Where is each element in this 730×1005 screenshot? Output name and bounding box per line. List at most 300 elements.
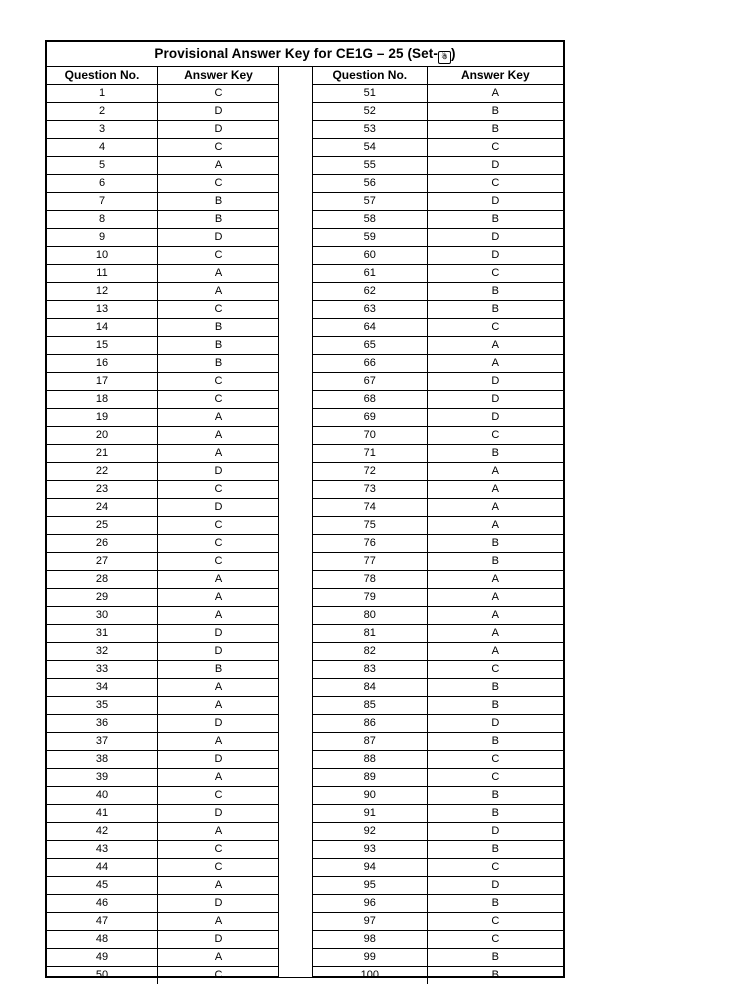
table-row <box>47 715 279 733</box>
table-row <box>313 841 563 859</box>
table-row <box>313 787 563 805</box>
question-number-cell: 5 <box>47 157 158 175</box>
table-row <box>313 175 563 193</box>
table-row <box>313 499 563 517</box>
answer-key-cell: C <box>214 87 223 99</box>
answer-key-cell: B <box>427 787 563 805</box>
table-row <box>313 139 563 157</box>
table-row <box>47 85 279 103</box>
table-row <box>313 463 563 481</box>
answer-key-cell: A <box>427 607 563 625</box>
title-text: Provisional Answer Key for CE1G – 25 (Set- <box>154 46 438 61</box>
table-row <box>313 535 563 553</box>
table-row <box>47 517 279 535</box>
answer-key-cell: C <box>427 139 563 157</box>
answer-key-cell: B <box>427 805 563 823</box>
answer-key-cell: D <box>427 409 563 427</box>
question-number-cell: 18 <box>47 391 158 409</box>
answer-key-cell: B <box>427 733 563 751</box>
question-number-cell: 74 <box>313 499 427 517</box>
answer-key-cell: D <box>427 229 563 247</box>
answer-key-cell: C <box>427 751 563 769</box>
question-number-cell: 50 <box>47 967 158 985</box>
table-row <box>47 733 279 751</box>
question-number-cell: 94 <box>313 859 427 877</box>
table-row <box>47 553 279 571</box>
table-row <box>47 427 279 445</box>
answer-key-cell: B <box>427 283 563 301</box>
table-row <box>47 445 279 463</box>
question-number-cell: 89 <box>313 769 427 787</box>
question-number-cell: 12 <box>47 283 158 301</box>
question-number-cell: 3 <box>47 121 158 139</box>
table-row <box>313 661 563 679</box>
question-number-cell: 15 <box>47 337 158 355</box>
answer-key-cell: A <box>158 949 280 967</box>
question-number-cell: 32 <box>47 643 158 661</box>
table-row <box>47 697 279 715</box>
answer-key-cell: A <box>427 481 563 499</box>
table-row <box>313 481 563 499</box>
answer-key-cell: A <box>491 87 499 99</box>
answer-key-cell: B <box>158 661 280 679</box>
table-row <box>47 301 279 319</box>
table-row <box>47 535 279 553</box>
question-number-cell: 21 <box>47 445 158 463</box>
table-row <box>313 121 563 139</box>
table-row <box>47 895 279 913</box>
question-number-cell: 29 <box>47 589 158 607</box>
title-suffix: ) <box>450 46 456 61</box>
question-number-cell: 44 <box>47 859 158 877</box>
question-number-cell: 95 <box>313 877 427 895</box>
question-number-cell: 48 <box>47 931 158 949</box>
answer-key-cell: C <box>427 661 563 679</box>
question-number-cell: 67 <box>313 373 427 391</box>
answer-key-cell: B <box>158 211 280 229</box>
answer-key-cell: D <box>158 229 280 247</box>
question-number-cell: 39 <box>47 769 158 787</box>
table-row <box>47 679 279 697</box>
table-row <box>47 643 279 661</box>
answer-key-cell: B <box>427 679 563 697</box>
question-number-cell: 51 <box>313 85 427 103</box>
answer-key-cell: B <box>427 841 563 859</box>
answer-key-cell: A <box>158 409 280 427</box>
question-number-cell: 36 <box>47 715 158 733</box>
table-row <box>313 283 563 301</box>
question-number-cell: 9 <box>47 229 158 247</box>
answer-key-cell: D <box>427 715 563 733</box>
answer-key-cell: D <box>158 499 280 517</box>
answer-key-cell: C <box>158 139 280 157</box>
answer-key-cell: B <box>427 895 563 913</box>
table-row <box>47 103 279 121</box>
answer-key-cell: B <box>427 949 563 967</box>
table-row <box>313 337 563 355</box>
question-number-cell: 34 <box>47 679 158 697</box>
table-row <box>47 931 279 949</box>
answer-key-cell: B <box>427 535 563 553</box>
question-number-cell: 16 <box>47 355 158 373</box>
table-row <box>47 355 279 373</box>
table-row <box>47 391 279 409</box>
question-number-cell: 93 <box>313 841 427 859</box>
answer-key-cell: D <box>158 715 280 733</box>
answer-key-cell: A <box>427 517 563 535</box>
answer-key-cell: C <box>158 859 280 877</box>
answer-key-cell: A <box>158 697 280 715</box>
set-symbol-icon: ☃ <box>438 51 451 64</box>
table-row <box>47 337 279 355</box>
table-row <box>313 643 563 661</box>
question-number-cell: 88 <box>313 751 427 769</box>
question-number-cell: 49 <box>47 949 158 967</box>
answer-key-cell: D <box>158 751 280 769</box>
answer-table-right <box>313 67 563 984</box>
table-row <box>313 805 563 823</box>
table-row <box>313 229 563 247</box>
table-row <box>313 265 563 283</box>
answer-key-cell: B <box>427 211 563 229</box>
table-row <box>313 769 563 787</box>
question-number-cell: 65 <box>313 337 427 355</box>
question-number-cell: 69 <box>313 409 427 427</box>
table-row <box>313 967 563 985</box>
answer-key-cell: D <box>427 823 563 841</box>
table-row <box>313 553 563 571</box>
question-number-cell: 59 <box>313 229 427 247</box>
table-row <box>313 391 563 409</box>
answer-key-cell: A <box>158 769 280 787</box>
column-header-answer: Answer Key <box>158 67 280 85</box>
question-number-cell: 8 <box>47 211 158 229</box>
answer-key-cell: B <box>427 697 563 715</box>
table-row <box>47 607 279 625</box>
question-number-cell: 100 <box>313 967 427 985</box>
question-number-cell: 76 <box>313 535 427 553</box>
answer-key-cell: D <box>158 103 280 121</box>
table-row <box>313 373 563 391</box>
question-number-cell: 97 <box>313 913 427 931</box>
question-number-cell: 11 <box>47 265 158 283</box>
column-gap <box>278 67 313 977</box>
question-number-cell: 35 <box>47 697 158 715</box>
answer-key-cell: D <box>158 463 280 481</box>
answer-key-cell: C <box>427 265 563 283</box>
table-row <box>313 877 563 895</box>
table-row <box>313 103 563 121</box>
question-number-cell: 22 <box>47 463 158 481</box>
question-number-cell: 33 <box>47 661 158 679</box>
question-number-cell: 56 <box>313 175 427 193</box>
table-row <box>47 229 279 247</box>
question-number-cell: 60 <box>313 247 427 265</box>
question-number-cell: 62 <box>313 283 427 301</box>
question-number-cell: 86 <box>313 715 427 733</box>
question-number-cell: 87 <box>313 733 427 751</box>
question-number-cell: 85 <box>313 697 427 715</box>
answer-key-cell: C <box>427 769 563 787</box>
question-number-cell: 45 <box>47 877 158 895</box>
table-row <box>313 679 563 697</box>
answer-table-left <box>47 67 279 984</box>
question-number-cell: 83 <box>313 661 427 679</box>
answer-key-cell: C <box>427 859 563 877</box>
table-row <box>47 211 279 229</box>
answer-key-cell: A <box>427 589 563 607</box>
question-number-cell: 24 <box>47 499 158 517</box>
table-row <box>313 85 563 103</box>
answer-key-cell: A <box>158 157 280 175</box>
table-row <box>313 949 563 967</box>
table-row <box>47 625 279 643</box>
question-number-cell: 96 <box>313 895 427 913</box>
answer-key-cell: B <box>427 553 563 571</box>
answer-key-cell: D <box>158 895 280 913</box>
answer-key-cell: C <box>427 175 563 193</box>
answer-key-cell: A <box>158 571 280 589</box>
question-number-cell: 10 <box>47 247 158 265</box>
table-row <box>47 283 279 301</box>
question-number-cell: 98 <box>313 931 427 949</box>
table-row <box>47 481 279 499</box>
question-number-cell: 7 <box>47 193 158 211</box>
answer-key-cell: C <box>158 373 280 391</box>
answer-key-cell: D <box>427 193 563 211</box>
question-number-cell: 43 <box>47 841 158 859</box>
answer-key-cell: D <box>427 373 563 391</box>
table-row <box>313 859 563 877</box>
question-number-cell: 1 <box>47 85 158 103</box>
page-title <box>47 42 563 67</box>
table-row <box>313 355 563 373</box>
question-number-cell: 40 <box>47 787 158 805</box>
table-row <box>47 409 279 427</box>
table-row <box>313 193 563 211</box>
answer-key-cell: C <box>427 931 563 949</box>
answer-key-cell: C <box>427 913 563 931</box>
table-row <box>47 139 279 157</box>
table-row <box>47 949 279 967</box>
answer-key-cell: A <box>158 445 280 463</box>
question-number-cell: 30 <box>47 607 158 625</box>
question-number-cell: 4 <box>47 139 158 157</box>
question-number-cell: 46 <box>47 895 158 913</box>
answer-key-cell: D <box>158 625 280 643</box>
table-row <box>47 265 279 283</box>
answer-key-cell: A <box>427 355 563 373</box>
table-row <box>313 445 563 463</box>
answer-key-cell: D <box>158 805 280 823</box>
question-number-cell: 13 <box>47 301 158 319</box>
table-row <box>47 571 279 589</box>
table-row <box>47 193 279 211</box>
question-number-cell: 28 <box>47 571 158 589</box>
table-header-row <box>313 67 563 85</box>
table-row <box>313 715 563 733</box>
table-row <box>313 931 563 949</box>
question-number-cell: 72 <box>313 463 427 481</box>
question-number-cell: 66 <box>313 355 427 373</box>
table-row <box>47 175 279 193</box>
question-number-cell: 31 <box>47 625 158 643</box>
table-row <box>47 805 279 823</box>
question-number-cell: 64 <box>313 319 427 337</box>
table-row <box>313 247 563 265</box>
question-number-cell: 77 <box>313 553 427 571</box>
table-row <box>47 247 279 265</box>
table-row <box>313 607 563 625</box>
answer-key-cell: C <box>158 967 280 985</box>
question-number-cell: 78 <box>313 571 427 589</box>
answer-key-cell: C <box>158 535 280 553</box>
table-row <box>47 841 279 859</box>
table-row <box>47 967 279 985</box>
question-number-cell: 54 <box>313 139 427 157</box>
table-row <box>47 913 279 931</box>
question-number-cell: 6 <box>47 175 158 193</box>
table-row <box>313 157 563 175</box>
table-row <box>47 877 279 895</box>
answer-key-cell: C <box>158 787 280 805</box>
question-number-cell: 20 <box>47 427 158 445</box>
table-row <box>47 463 279 481</box>
table-row <box>47 157 279 175</box>
table-row <box>47 787 279 805</box>
table-header-row <box>47 67 279 85</box>
question-number-cell: 71 <box>313 445 427 463</box>
answer-key-cell: A <box>158 877 280 895</box>
question-number-cell: 70 <box>313 427 427 445</box>
answer-key-cell: B <box>427 445 563 463</box>
question-number-cell: 19 <box>47 409 158 427</box>
answer-key-cell: A <box>158 427 280 445</box>
answer-key-cell: C <box>158 391 280 409</box>
question-number-cell: 41 <box>47 805 158 823</box>
table-row <box>313 895 563 913</box>
question-number-cell: 42 <box>47 823 158 841</box>
answer-key-cell: A <box>427 337 563 355</box>
table-row <box>47 769 279 787</box>
answer-key-cell: A <box>427 643 563 661</box>
answer-key-cell: B <box>158 355 280 373</box>
answer-key-cell: D <box>427 157 563 175</box>
question-number-cell: 55 <box>313 157 427 175</box>
answer-key-cell: C <box>158 247 280 265</box>
answer-key-cell: C <box>158 301 280 319</box>
question-number-cell: 92 <box>313 823 427 841</box>
answer-key-cell: C <box>158 481 280 499</box>
table-row <box>313 211 563 229</box>
answer-key-cell: B <box>158 319 280 337</box>
question-number-cell: 17 <box>47 373 158 391</box>
answer-key-cell: A <box>158 607 280 625</box>
table-row <box>313 697 563 715</box>
question-number-cell: 2 <box>47 103 158 121</box>
answer-key-cell: A <box>158 733 280 751</box>
answer-key-sheet <box>45 40 565 981</box>
question-number-cell: 37 <box>47 733 158 751</box>
answer-key-cell: D <box>427 877 563 895</box>
answer-key-cell: D <box>158 931 280 949</box>
answer-key-cell: A <box>158 679 280 697</box>
answer-key-cell: B <box>427 103 563 121</box>
question-number-cell: 58 <box>313 211 427 229</box>
question-number-cell: 90 <box>313 787 427 805</box>
table-row <box>313 625 563 643</box>
table-row <box>313 823 563 841</box>
table-row <box>47 373 279 391</box>
table-row <box>47 823 279 841</box>
answer-key-cell: C <box>427 427 563 445</box>
answer-key-cell: D <box>158 121 280 139</box>
table-row <box>313 733 563 751</box>
table-row <box>47 751 279 769</box>
table-row <box>47 661 279 679</box>
answer-key-cell: D <box>427 391 563 409</box>
answer-key-cell: D <box>427 247 563 265</box>
question-number-cell: 75 <box>313 517 427 535</box>
column-header-answer: Answer Key <box>427 67 563 85</box>
question-number-cell: 25 <box>47 517 158 535</box>
column-header-question: Question No. <box>313 67 427 85</box>
answer-key-cell: C <box>158 175 280 193</box>
question-number-cell: 81 <box>313 625 427 643</box>
question-number-cell: 27 <box>47 553 158 571</box>
question-number-cell: 82 <box>313 643 427 661</box>
question-number-cell: 61 <box>313 265 427 283</box>
answer-key-cell: B <box>427 301 563 319</box>
table-row <box>313 571 563 589</box>
answer-key-cell: A <box>158 913 280 931</box>
question-number-cell: 38 <box>47 751 158 769</box>
question-number-cell: 99 <box>313 949 427 967</box>
answer-key-cell: B <box>158 193 280 211</box>
answer-key-cell: A <box>427 571 563 589</box>
answer-key-cell: B <box>427 121 563 139</box>
question-number-cell: 84 <box>313 679 427 697</box>
table-row <box>313 319 563 337</box>
answer-key-cell: A <box>427 625 563 643</box>
answer-key-cell: D <box>158 643 280 661</box>
answer-key-cell: C <box>158 517 280 535</box>
question-number-cell: 68 <box>313 391 427 409</box>
table-row <box>47 499 279 517</box>
question-number-cell: 23 <box>47 481 158 499</box>
table-row <box>313 427 563 445</box>
answer-key-cell: B <box>427 967 563 985</box>
answer-key-cell: B <box>158 337 280 355</box>
answer-key-cell: C <box>427 319 563 337</box>
answer-key-cell: A <box>158 823 280 841</box>
answer-key-cell: A <box>427 463 563 481</box>
answer-key-cell: A <box>158 265 280 283</box>
answer-key-cell: C <box>158 841 280 859</box>
answer-key-cell: A <box>427 499 563 517</box>
answer-key-cell: A <box>158 283 280 301</box>
question-number-cell: 57 <box>313 193 427 211</box>
table-row <box>313 301 563 319</box>
question-number-cell: 52 <box>313 103 427 121</box>
question-number-cell: 80 <box>313 607 427 625</box>
table-row <box>47 589 279 607</box>
question-number-cell: 14 <box>47 319 158 337</box>
table-row <box>313 517 563 535</box>
question-number-cell: 91 <box>313 805 427 823</box>
question-number-cell: 53 <box>313 121 427 139</box>
question-number-cell: 26 <box>47 535 158 553</box>
